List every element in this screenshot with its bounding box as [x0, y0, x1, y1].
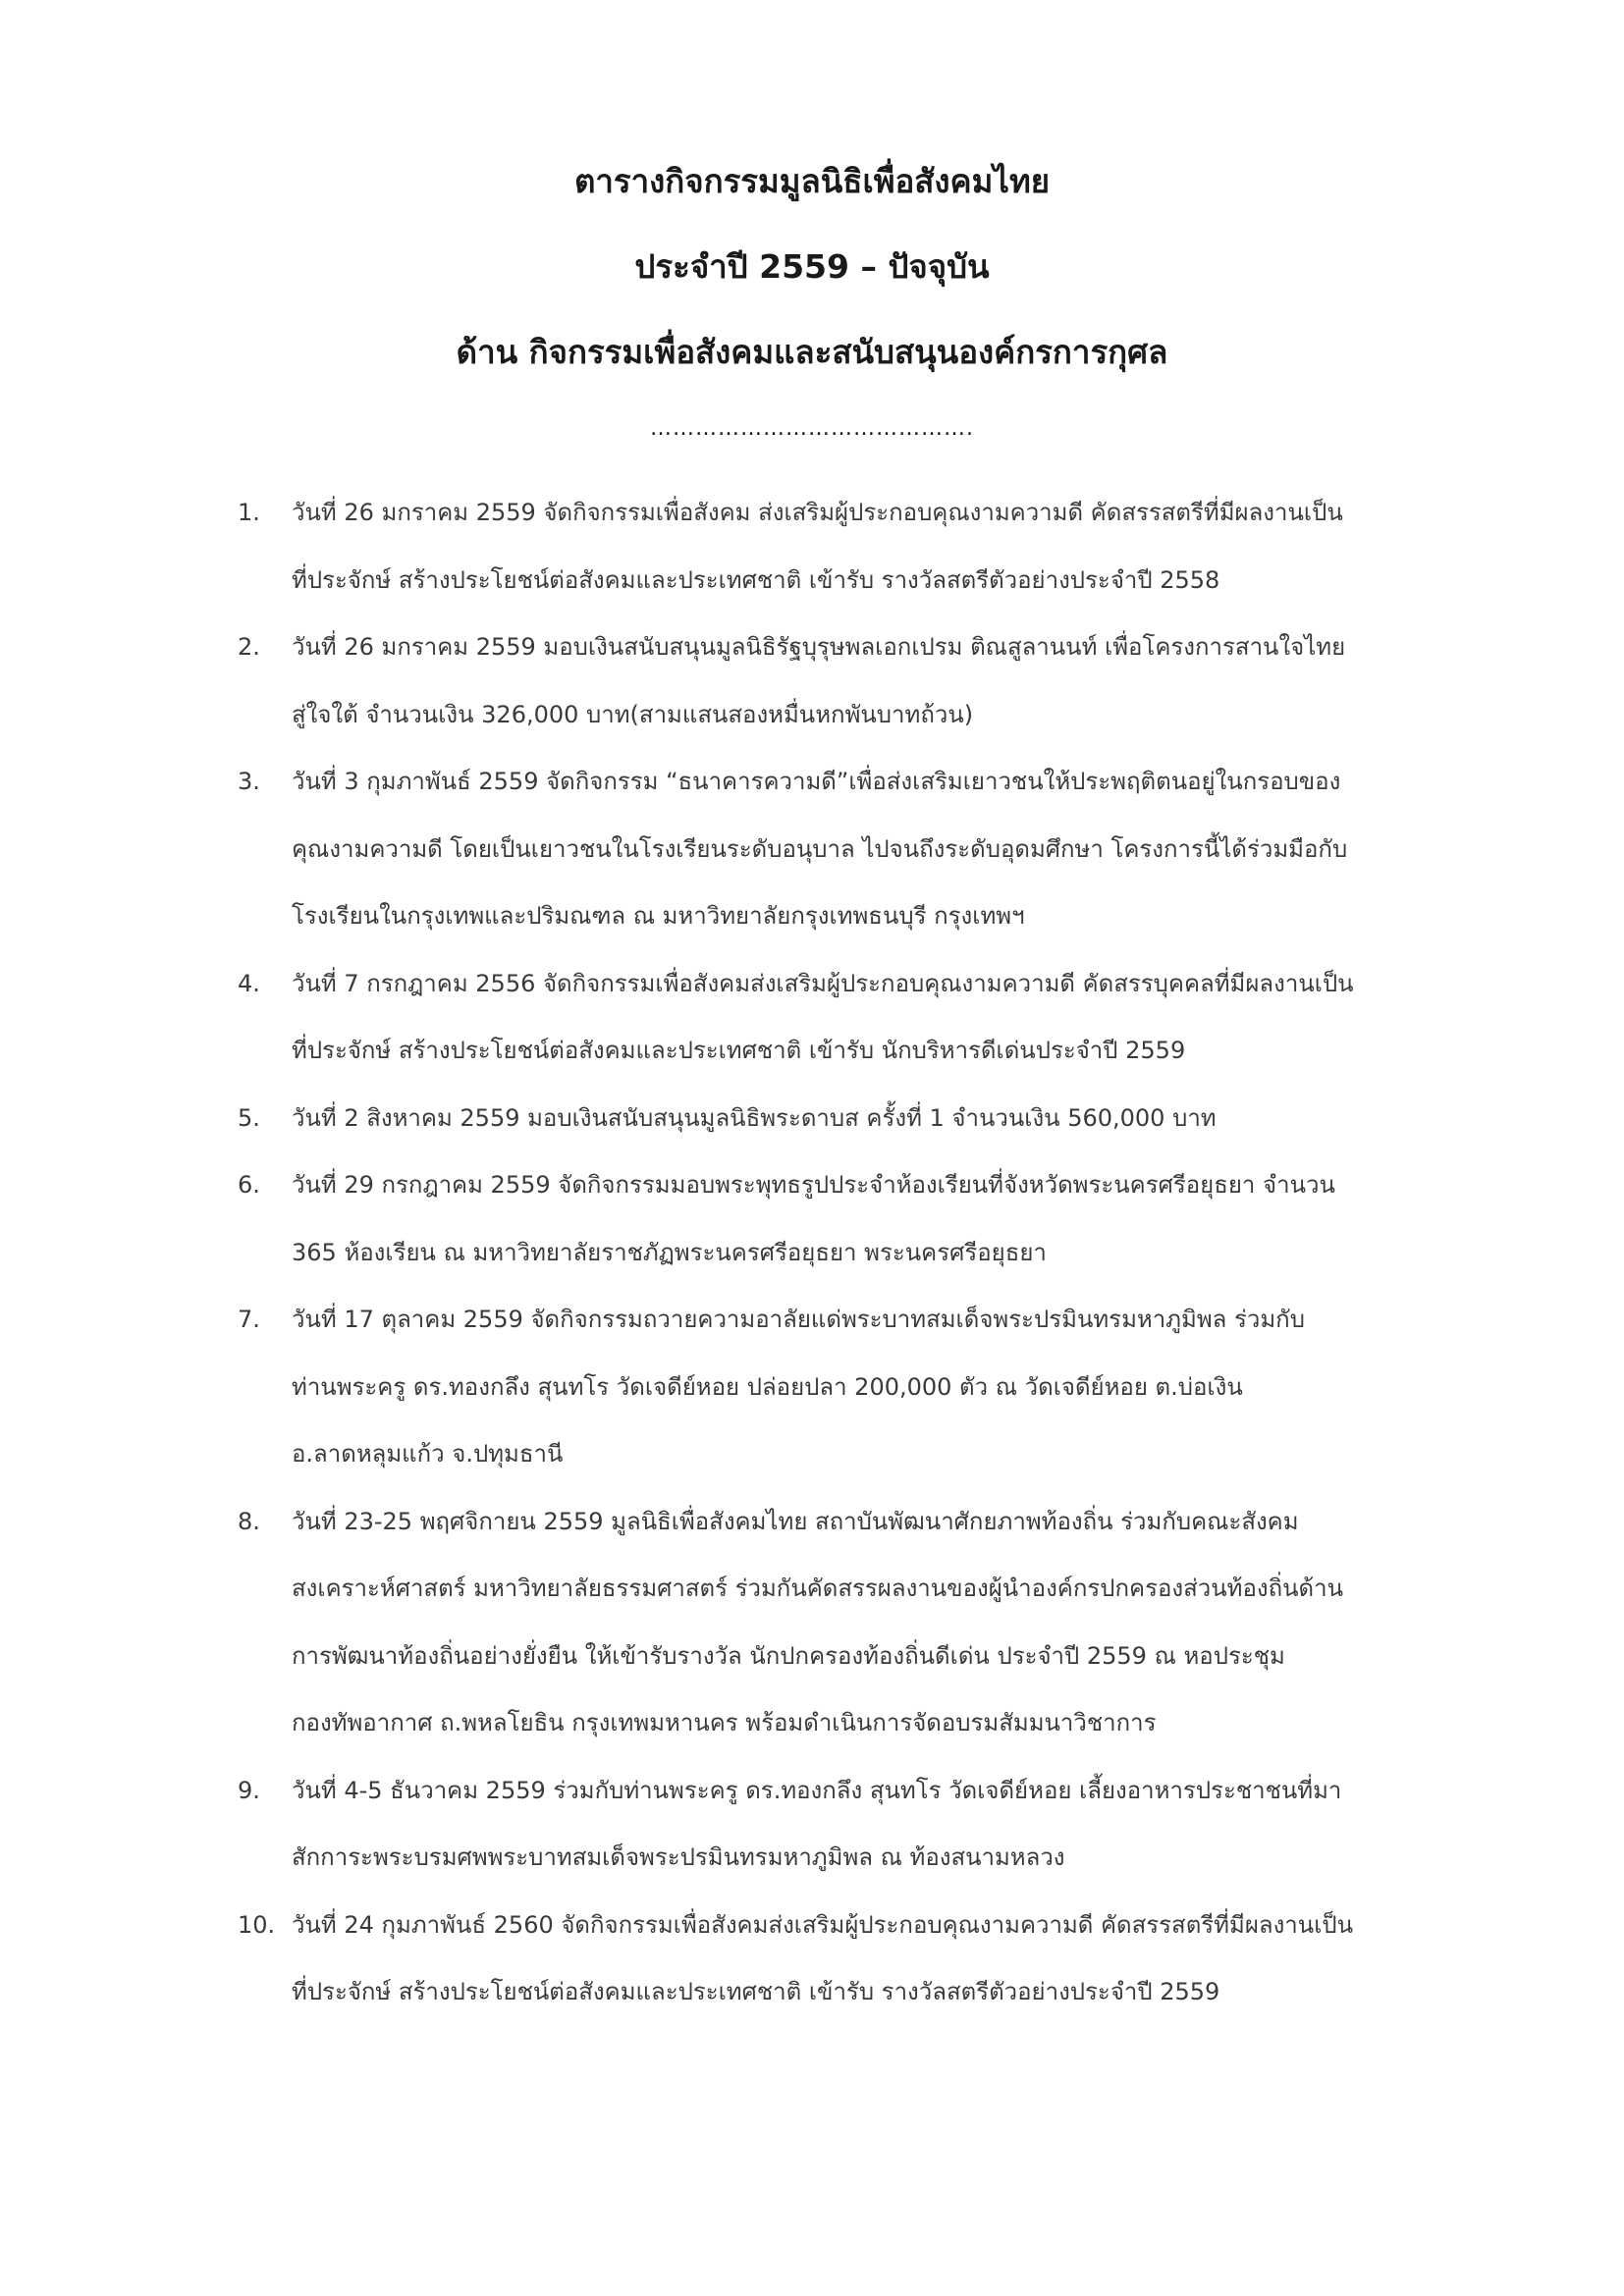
- activity-item: [238, 1151, 1514, 1286]
- activity-item-line: สู่ใจใต้ จำนวนเงิน 326,000 บาท(สามแสนสองหมื่นหกพันบาทถ้วน): [292, 700, 974, 728]
- activity-item-text: [292, 1151, 1514, 1286]
- document-header: [0, 162, 1624, 418]
- activity-item-line: โรงเรียนในกรุงเทพและปริมณฑล ณ มหาวิทยาลัยกรุงเทพธนบุรี กรุงเทพฯ: [292, 902, 1025, 930]
- activity-item-text: [292, 950, 1514, 1085]
- activity-item-number: 9.: [238, 1776, 260, 1804]
- activity-item: [238, 1488, 1514, 1757]
- activity-item-number: 8.: [238, 1507, 260, 1535]
- activity-item-line: วันที่ 23-25 พฤศจิกายน 2559 มูลนิธิเพื่อสังคมไทย สถาบันพัฒนาศักยภาพท้องถิ่น ร่วมกับคณะสังคม: [292, 1507, 1299, 1535]
- activity-item-line: ที่ประจักษ์ สร้างประโยชน์ต่อสังคมและประเทศชาติ เข้ารับ นักบริหารดีเด่นประจำปี 2559: [292, 1037, 1186, 1064]
- activity-item-line: กองทัพอากาศ ถ.พหลโยธิน กรุงเทพมหานคร พร้อมดำเนินการจัดอบรมสัมมนาวิชาการ: [292, 1709, 1157, 1736]
- activity-item-line: คุณงามความดี โดยเป็นเยาวชนในโรงเรียนระดับอนุบาล ไปจนถึงระดับอุดมศึกษา โครงการนี้ได้ร่วมมือกับ: [292, 834, 1348, 863]
- activity-item-text: [292, 614, 1514, 748]
- activity-item-text: [292, 1892, 1514, 2026]
- activity-item-line: การพัฒนาท้องถิ่นอย่างยั่งยืน ให้เข้ารับรางวัล นักปกครองท้องถิ่นดีเด่น ประจำปี 2559 ณ หอประชุม: [292, 1641, 1285, 1670]
- activity-item-line: วันที่ 2 สิงหาคม 2559 มอบเงินสนับสนุนมูลนิธิพระดาบส ครั้งที่ 1 จำนวนเงิน 560,000 บาท: [292, 1103, 1217, 1132]
- activity-item-line: ที่ประจักษ์ สร้างประโยชน์ต่อสังคมและประเทศชาติ เข้ารับ รางวัลสตรีตัวอย่างประจำปี 2558: [292, 565, 1220, 594]
- activity-item-text: [292, 1488, 1514, 1757]
- activity-item: [238, 950, 1514, 1085]
- activity-item-number: 6.: [238, 1171, 260, 1199]
- activity-item-line: วันที่ 3 กุมภาพันธ์ 2559 จัดกิจกรรม “ธนาคารความดี”เพื่อส่งเสริมเยาวชนให้ประพฤติตนอยู่ในกรอบของ: [292, 768, 1341, 795]
- activity-item: [238, 1085, 1514, 1152]
- activity-item-number: 4.: [238, 969, 260, 997]
- activity-item-number: 7.: [238, 1306, 260, 1333]
- activity-item-line: อ.ลาดหลุมแก้ว จ.ปทุมธานี: [292, 1440, 564, 1468]
- activity-item-line: สักการะพระบรมศพพระบาทสมเด็จพระปรมินทรมหาภูมิพล ณ ท้องสนามหลวง: [292, 1843, 1065, 1871]
- activity-item-text: [292, 748, 1514, 950]
- activity-item-text: [292, 1286, 1514, 1488]
- activity-item-line: วันที่ 7 กรกฎาคม 2556 จัดกิจกรรมเพื่อสังคมส่งเสริมผู้ประกอบคุณงามความดี คัดสรรบุคคลที่มีผลงานเป็น: [292, 969, 1354, 997]
- activity-item-line: วันที่ 4-5 ธันวาคม 2559 ร่วมกับท่านพระครู ดร.ทองกลึง สุนทโร วัดเจดีย์หอย เลี้ยงอาหารประชาชนที่มา: [292, 1776, 1342, 1804]
- activity-item-line: วันที่ 17 ตุลาคม 2559 จัดกิจกรรมถวายความอาลัยแด่พระบาทสมเด็จพระปรมินทรมหาภูมิพล ร่วมกับ: [292, 1306, 1305, 1333]
- activity-item-line: วันที่ 26 มกราคม 2559 มอบเงินสนับสนุนมูลนิธิรัฐบุรุษพลเอกเปรม ติณสูลานนท์ เพื่อโครงการสานใจไทย: [292, 633, 1346, 661]
- activity-item-line: 365 ห้องเรียน ณ มหาวิทยาลัยราชภัฏพระนครศรีอยุธยา พระนครศรีอยุธยา: [292, 1238, 1047, 1266]
- activity-item-line: สงเคราะห์ศาสตร์ มหาวิทยาลัยธรรมศาสตร์ ร่วมกันคัดสรรผลงานของผู้นำองค์กรปกครองส่วนท้องถิ่นด้าน: [292, 1575, 1343, 1602]
- document-subtitle-period: ประจำปี 2559 – ปัจจุบัน: [634, 247, 990, 286]
- activity-item-text: [292, 479, 1514, 614]
- activity-item-line: ที่ประจักษ์ สร้างประโยชน์ต่อสังคมและประเทศชาติ เข้ารับ รางวัลสตรีตัวอย่างประจำปี 2559: [292, 1978, 1220, 2005]
- activity-item-text: [292, 1757, 1514, 1892]
- dotted-separator: …………………………………….: [650, 416, 974, 441]
- activity-item-number: 2.: [238, 633, 260, 661]
- activity-item: [238, 479, 1514, 614]
- activity-item-text: [292, 1085, 1514, 1152]
- activity-item: [238, 614, 1514, 748]
- activity-item: [238, 1892, 1514, 2026]
- activity-item-number: 5.: [238, 1103, 260, 1132]
- document-title: ตารางกิจกรรมมูลนิธิเพื่อสังคมไทย: [573, 162, 1051, 200]
- activity-item-number: 10.: [238, 1910, 276, 1939]
- activity-item: [238, 1757, 1514, 1892]
- activity-item-line: วันที่ 24 กุมภาพันธ์ 2560 จัดกิจกรรมเพื่อสังคมส่งเสริมผู้ประกอบคุณงามความดี คัดสรรสตรีที่มีผลงานเป็น: [292, 1910, 1354, 1939]
- activity-item-line: วันที่ 29 กรกฎาคม 2559 จัดกิจกรรมมอบพระพุทธรูปประจำห้องเรียนที่จังหวัดพระนครศรีอยุธยา จำนวน: [292, 1171, 1335, 1199]
- document-subtitle-category: ด้าน กิจกรรมเพื่อสังคมและสนับสนุนองค์กรการกุศล: [456, 333, 1168, 371]
- activity-item: [238, 1286, 1514, 1488]
- activity-item-line: ท่านพระครู ดร.ทองกลึง สุนทโร วัดเจดีย์หอย ปล่อยปลา 200,000 ตัว ณ วัดเจดีย์หอย ต.บ่อเงิน: [292, 1372, 1243, 1401]
- activity-item-line: วันที่ 26 มกราคม 2559 จัดกิจกรรมเพื่อสังคม ส่งเสริมผู้ประกอบคุณงามความดี คัดสรรสตรีที่มีผลงานเป็น: [292, 499, 1343, 526]
- activity-item-number: 1.: [238, 499, 260, 526]
- activity-item-number: 3.: [238, 768, 260, 795]
- activity-list: [238, 479, 1514, 2026]
- activity-item: [238, 748, 1514, 950]
